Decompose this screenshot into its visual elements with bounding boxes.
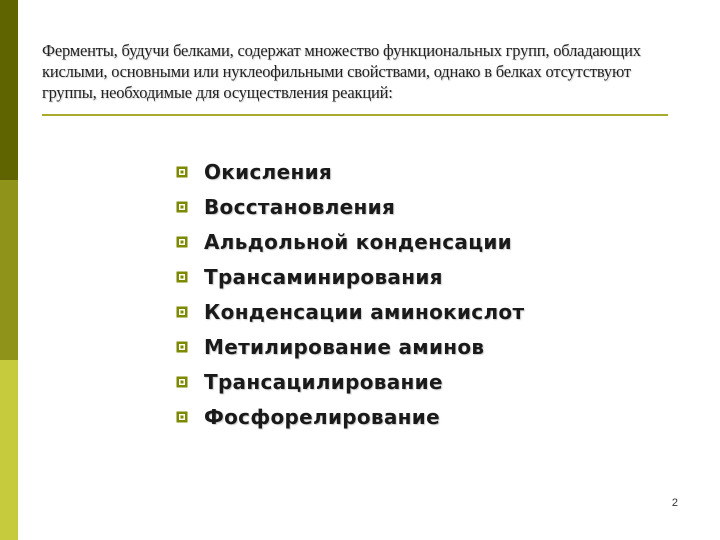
square-bullet-icon <box>176 341 188 353</box>
bullet-text: Окисления <box>204 159 333 184</box>
bullet-text: Фосфорелирование <box>204 404 440 429</box>
list-item <box>176 189 524 224</box>
square-bullet-icon <box>176 236 188 248</box>
bullet-text: Альдольной конденсации <box>204 229 512 254</box>
side-accent-bar <box>0 0 18 540</box>
list-item <box>176 364 524 399</box>
bullet-list <box>176 154 524 434</box>
title-underline <box>42 114 668 116</box>
bullet-text: Трансацилирование <box>204 369 443 394</box>
bullet-text: Восстановления <box>204 194 396 219</box>
bullet-text: Конденсации аминокислот <box>204 299 525 324</box>
list-item <box>176 224 524 259</box>
side-bar-segment-dark <box>0 0 18 180</box>
bullet-text: Трансаминирования <box>204 264 443 289</box>
square-bullet-icon <box>176 166 188 178</box>
bullet-text: Метилирование аминов <box>204 334 485 359</box>
list-item <box>176 259 524 294</box>
page-number: 2 <box>671 497 678 509</box>
square-bullet-icon <box>176 411 188 423</box>
side-bar-segment-light <box>0 360 18 540</box>
square-bullet-icon <box>176 201 188 213</box>
side-bar-segment-mid <box>0 180 18 360</box>
list-item <box>176 294 524 329</box>
list-item <box>176 154 524 189</box>
square-bullet-icon <box>176 271 188 283</box>
slide-title: Ферменты, будучи белками, содержат множество функциональных групп, обладающих кислыми, основными или нуклеофильными свойствами, однако в белках отсутствуют группы, необходимые для осуществления реакций: <box>42 41 641 102</box>
list-item <box>176 399 524 434</box>
square-bullet-icon <box>176 306 188 318</box>
list-item <box>176 329 524 364</box>
square-bullet-icon <box>176 376 188 388</box>
